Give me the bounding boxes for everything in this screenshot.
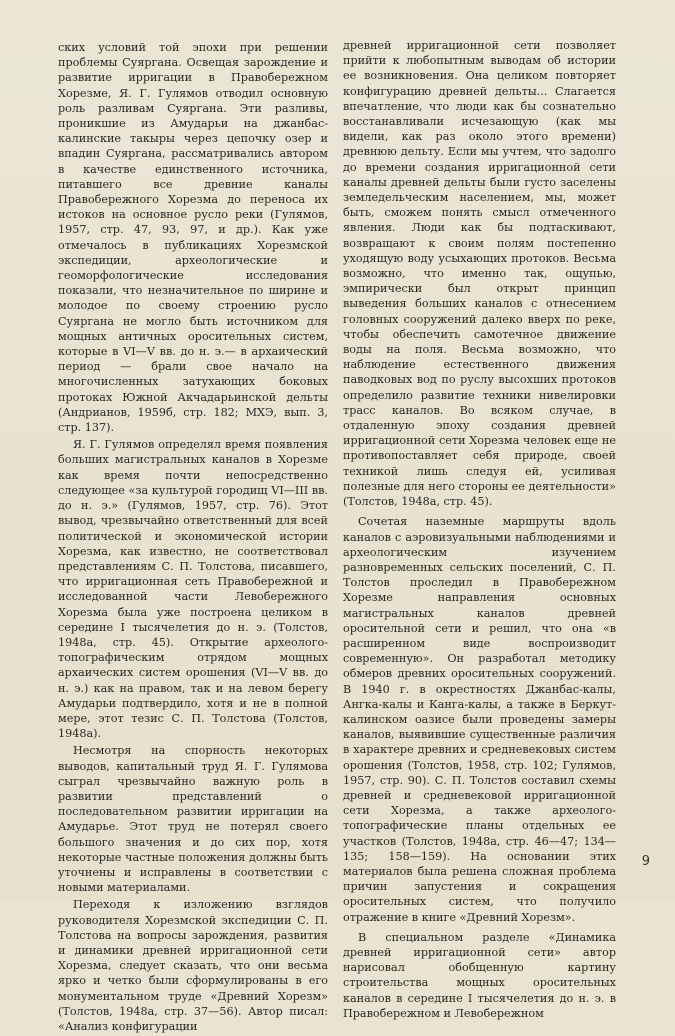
paragraph: Я. Г. Гулямов определял время появления больших магистральных каналов в Хорезме как время почти непосредственно следующее «за культурой городищ VI—III вв. до н. э.» (Гулямов, 1957, стр. 76). Этот вывод, чрезвычайно ответственный для всей политической и экономической истории Хорезма, как известно, не соответствовал представлениям С. П. Толстова, писавшего, что ирригационная сеть Правобережной и исследованной части Левобережного Хорезма была уже построена целиком в середине I тысячелетия до н. э. (Толстов, 1948а, стр. 45). Открытие археолого-топографическим отрядом мощных архаических систем орошения (VI—V вв. до н. э.) как на правом, так и на левом берегу Амударьи подтвердило, хотя и не в полной мере, этот тезис С. П. Толстова (Толстов, 1948а). <box>58 438 328 741</box>
paragraph: Несмотря на спорность некоторых выводов, капитальный труд Я. Г. Гулямова сыграл чрезвычайно важную роль в развитии представлений о последовательном развитии ирригации на Амударье. Этот труд не потерял своего большого значения и до сих пор, хотя некоторые частные положения должны быть уточнены и исправлены в соответствии с новыми материалами. <box>58 744 328 895</box>
paragraph: В специальном разделе «Динамика древней ирригационной сети» автор нарисовал обобщенную картину строительства мощных оросительных каналов в середине I тысячелетия до н. э. в Правобережном и Левобережном <box>343 930 616 1020</box>
paragraph: Сочетая наземные маршруты вдоль каналов с аэровизуальными наблюдениями и археологическим изучением разновременных сельских поселений, С. П. Толстов проследил в Правобережном Хорезме направления основных магистральных каналов древней оросительной сети и решил, что она «в расширенном виде воспроизводит современную». Он разработал методику обмеров древних оросительных сооружений. В 1940 г. в окрестностях Джанбас-калы, Ангка-калы и Канга-калы, а также в Беркут-калинском оазисе были проведены замеры каналов, выявившие существенные различия в характере древних и средневековых систем орошения (Толстов, 1958, стр. 102; Гулямов, 1957, стр. 90). С. П. Толстов составил схемы древней и средневековой ирригационной сети Хорезма, а также археолого-топографические планы отдельных ее участков (Толстов, 1948а, стр. 46—47; 134—135; 158—159). На основании этих материалов была решена сложная проблема причин запустения и сокращения оросительных систем, что получило отражение в книге «Древний Хорезм». <box>343 515 616 924</box>
paragraph: Переходя к изложению взглядов руководителя Хорезмской экспедиции С. П. Толстова на вопросы зарождения, развития и динамики древней ирригационной сети Хорезма, следует сказать, что они весьма ярко и четко были сформулированы в его монументальном труде «Древний Хорезм» (Толстов, 1948а, стр. 37—56). Автор писал: «Анализ конфигурации <box>58 898 328 1033</box>
paragraph: ских условий той эпохи при решении проблемы Суяргана. Освещая зарождение и развитие ирригации в Правобережном Хорезме, Я. Г. Гулямов отводил основную роль разливам Суяргана. Эти разливы, проникшие из Амударьи на джанбас-калинские такыры через цепочку озер и впадин Суяргана, рассматривались автором в качестве единственного источника, питавшего все древние каналы Правобережного Хорезма до переноса их истоков на основное русло реки (Гулямов, 1957, стр. 47, 93, 97, и др.). Как уже отмечалось в публикациях Хорезмской экспедиции, археологические и геоморфологические исследования показали, что незначительное по ширине и молодое по своему строению русло Суяргана не могло быть источником для мощных античных оросительных систем, которые в VI—V вв. до н. э.— в архаический период — брали свое начало на многочисленных затухающих боковых протоках Южной Акчадарьинской дельты (Андрианов, 1959б, стр. 182; МХЭ, вып. 3, стр. 137). <box>58 41 328 435</box>
right-text-column <box>343 38 616 1023</box>
left-text-column <box>58 40 328 1036</box>
page-number: 9 <box>641 854 650 869</box>
paragraph: древней ирригационной сети позволяет прийти к любопытным выводам об истории ее возникновения. Она целиком повторяет конфигурацию древней дельты... Слагается впечатление, что люди как бы сознательно восстанавливали исчезающую (как мы видели, как раз около этого времени) древнюю дельту. Если мы учтем, что задолго до времени создания ирригационной сети каналы древней дельты были густо заселены земледельческим населением, мы, может быть, сможем понять смысл отмеченного явления. Люди как бы подтаскивают, возвращают к своим полям постепенно уходящую воду усыхающих протоков. Весьма возможно, что именно так, ощупью, эмпирически был открыт принцип выведения больших каналов с отнесением головных сооружений далеко вверх по реке, чтобы обеспечить самотечное движение воды на поля. Весьма возможно, что наблюдение естественного движения паводковых вод по руслу высохших протоков определило развитие техники нивелировки трасс каналов. Во всяком случае, в отдаленную эпоху создания древней ирригационной сети Хорезма человек еще не противопоставляет себя природе, своей техникой лишь следуя ей, усиливая полезные для него стороны ее деятельности» (Толстов, 1948а, стр. 45). <box>343 39 616 509</box>
